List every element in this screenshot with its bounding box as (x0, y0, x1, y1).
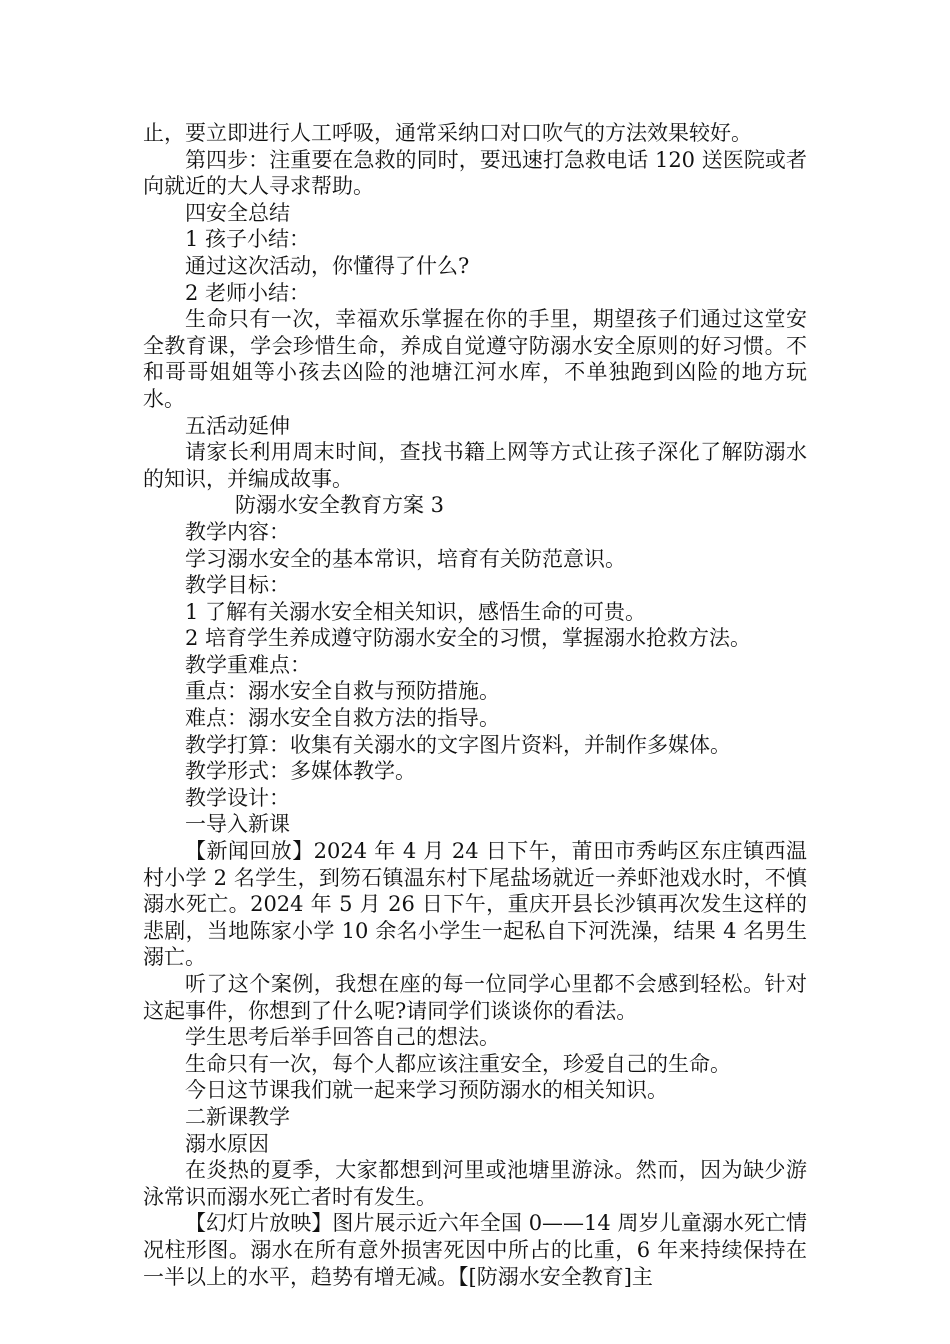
paragraph: 学习溺水安全的基本常识，培育有关防范意识。 (185, 546, 626, 571)
paragraph: 生命只有一次，每个人都应该注重安全，珍爱自己的生命。 (185, 1051, 731, 1076)
subheading: 教学内容： (185, 519, 290, 544)
subheading: 2 老师小结： (185, 280, 311, 305)
subheading: 1 孩子小结： (185, 227, 311, 252)
paragraph: 请家长利用周末时间，查找书籍上网等方式让孩子深化了解防溺水的知识，并编成故事。 (143, 440, 807, 491)
list-item: 2 培育学生养成遵守防溺水安全的习惯，掌握溺水抢救方法。 (185, 626, 752, 651)
document-title: 防溺水安全教育方案 3 (235, 493, 445, 518)
paragraph: 通过这次活动，你懂得了什么? (185, 253, 470, 278)
paragraph: 教学打算：收集有关溺水的文字图片资料，并制作多媒体。 (185, 732, 731, 757)
paragraph: 重点：溺水安全自救与预防措施。 (185, 679, 500, 704)
subheading: 溺水原因 (185, 1131, 269, 1156)
paragraph: 学生思考后举手回答自己的想法。 (185, 1025, 500, 1050)
subheading: 教学设计： (185, 785, 290, 810)
paragraph: 今日这节课我们就一起来学习预防溺水的相关知识。 (185, 1078, 668, 1103)
paragraph: 止，要立即进行人工呼吸，通常采纳口对口吹气的方法效果较好。 (143, 121, 752, 145)
paragraph: 听了这个案例，我想在座的每一位同学心里都不会感到轻松。针对这起事件，你想到了什么呢?请同学们谈谈你的看法。 (143, 972, 807, 1023)
paragraph: 难点：溺水安全自救方法的指导。 (185, 706, 500, 731)
paragraph: 第四步：注重要在急救的同时，要迅速打急救电话 120 送医院或者向就近的大人寻求帮助。 (143, 147, 807, 199)
paragraph: 生命只有一次，幸福欢乐掌握在你的手里，期望孩子们通过这堂安全教育课，学会珍惜生命，养成自觉遵守防溺水安全原则的好习惯。不和哥哥姐姐等小孩去凶险的池塘江河水库，不单独跑到凶险的地方玩水。 (143, 307, 807, 411)
paragraph: 【幻灯片放映】图片展示近六年全国 0——14 周岁儿童溺水死亡情况柱形图。溺水在所有意外损害死因中所占的比重，6 年来持续保持在一半以上的水平，趋势有增无减。【[防溺水安全教育]主 (143, 1211, 807, 1289)
section-heading: 一导入新课 (185, 812, 290, 837)
list-item: 1 了解有关溺水安全相关知识，感悟生命的可贵。 (185, 599, 647, 624)
section-heading: 四安全总结 (185, 200, 290, 225)
document-body (143, 120, 807, 1290)
section-heading: 二新课教学 (185, 1104, 290, 1129)
paragraph: 在炎热的夏季，大家都想到河里或池塘里游泳。然而，因为缺少游泳常识而溺水死亡者时有发生。 (143, 1158, 807, 1209)
paragraph: 【新闻回放】2024 年 4 月 24 日下午，莆田市秀屿区东庄镇西温村小学 2 名学生，到笏石镇温东村下尾盐场就近一养虾池戏水时，不慎溺水死亡。2024 年 5 月 26 日下午，重庆开县长沙镇再次发生这样的悲剧，当地陈家小学 10 余名小学生一起私自下河洗澡，结果 4 名男生溺亡。 (143, 839, 807, 970)
subheading: 教学目标： (185, 573, 290, 598)
subheading: 教学重难点： (185, 652, 311, 677)
section-heading: 五活动延伸 (185, 413, 290, 438)
paragraph: 教学形式：多媒体教学。 (185, 759, 416, 784)
